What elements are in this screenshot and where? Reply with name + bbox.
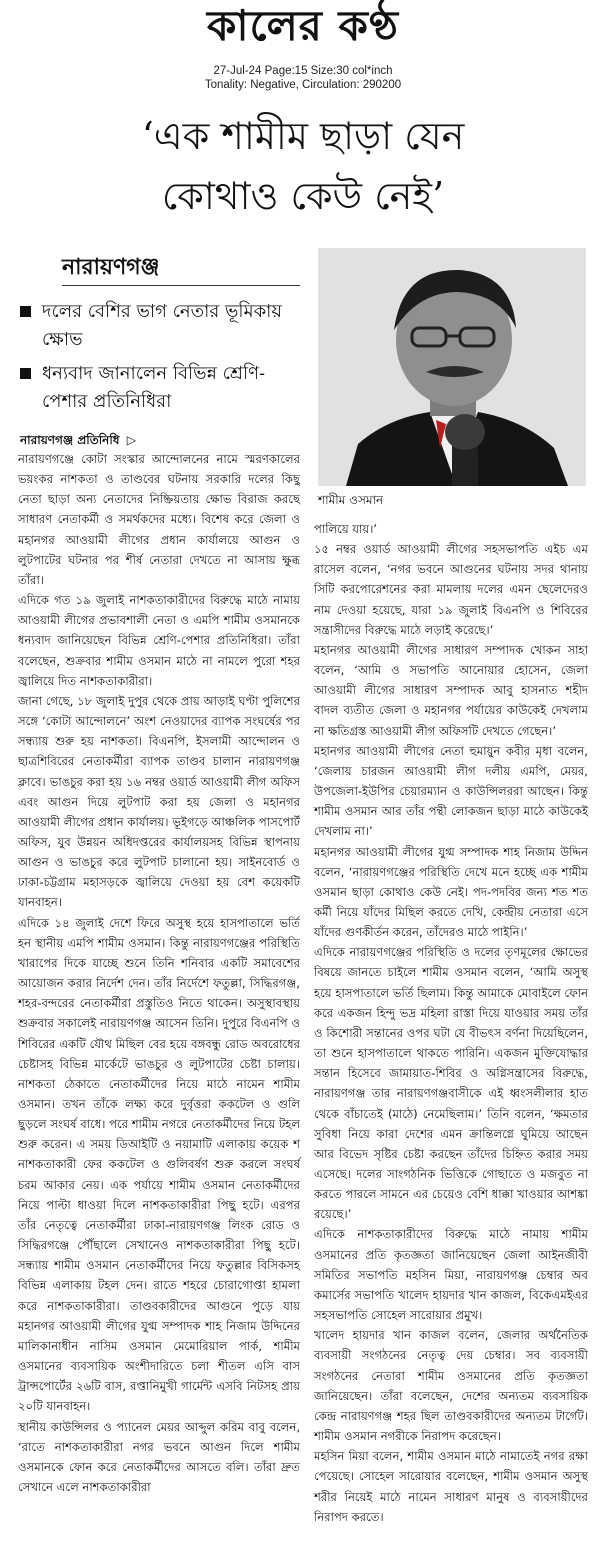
clipping-meta-line2: Tonality: Negative, Circulation: 290200	[204, 79, 402, 91]
body-paragraph: মহানগর আওয়ামী লীগের নেতা হুমায়ুন কবীর মৃধা বলেন, ‘জেলায় চারজন আওয়ামী লীগ দলীয় এমপি, মেয়র, উপজেলা-ইউপির চেয়ারম্যান ও কাউন্সিলররা আছেন। কিন্তু শামীম ওসমান আর তাঁর পন্থী লোকজন ছাড়া মাঠে কাউকেই দেখলাম না।’	[314, 743, 588, 839]
article-headline	[40, 106, 566, 226]
summary-bullet	[20, 298, 310, 354]
body-paragraph: এদিকে ১৪ জুলাই দেশে ফিরে অসুস্থ হয়ে হাসপাতালে ভর্তি হন স্থানীয় এমপি শামীম ওসমান। কিন্তু নারায়ণগঞ্জের পরিস্থিতি খারাপের দিকে যাচ্ছে শুনে তিনি শনিবার একটি সমাবেশের আয়োজন করার নির্দেশ দেন। তাঁর নির্দেশে ফতুল্লা, সিদ্ধিরগঞ্জ, শহর-বন্দরের নেতাকর্মীরা প্রস্তুতিও নিতে থাকেন। অসুস্থাবস্থায় শুক্রবার সকালেই নারায়ণগঞ্জ আসেন তিনি। দুপুরে বিএনপি ও শিবিরের একটি যৌথ মিছিল বের হয়ে বঙ্গবন্ধু রোড অবরোধের চেষ্টাসহ বিভিন্ন মার্কেটে ভাঙচুর ও লুটপাটের চেষ্টা চালায়। নাশকতা ঠেকাতে নেতাকর্মীদের নিয়ে মাঠে নামেন শামীম ওসমান। তখন তাঁকে লক্ষ্য করে দুর্বৃত্তরা ককটেল ও গুলি ছুড়লে সংঘর্ষ বাধে। পরে শামীম নগরে নেতাকর্মীদের নিয়ে টহল শুরু করেন। এ সময় ডিআইটি ও নয়ামাটি এলাকায় কয়েক শ নাশকতাকারী ফের ককটেল ও গুলিবর্ষণ শুরু করলে সংঘর্ষ চরম আকার নেয়। এক পর্যায়ে শামীম ওসমান নেতাকর্মীদের নিয়ে পাল্টা ধাওয়া দিলে নাশকতাকারীরা পিছু হটে। এরপর তাঁর নেতৃত্বে নেতাকর্মীরা ঢাকা-নারায়ণগঞ্জ লিংক রোড ও সিদ্ধিরগঞ্জে পৌঁছালে সেখানেও নাশকতাকারীরা পিছু হটে। সন্ধ্যায় শামীম ওসমান নেতাকর্মীদের নিয়ে ফতুল্লার বিসিকসহ বিভিন্ন এলাকায় টহল দেন। রাতে শহরে চোরাগোপ্তা হামলা করে নাশকতাকারীরা। তাণ্ডবকারীদের আগুনে পুড়ে যায় মহানগর আওয়ামী লীগের যুগ্ম সম্পাদক শাহ নিজাম উদ্দিনের মালিকানাধীন নাসিম ওসমান মেমোরিয়াল পার্ক, শামীম ওসমানের ব্যবসায়িক অংশীদারিতে চলা শীতল এসি বাস ট্রান্সপোর্টের ২৬টি বাস, রপ্তানিমুখী গার্মেন্ট এসবি নিটসহ প্রায় ২০টি যানবাহন।	[18, 915, 300, 1414]
byline	[20, 432, 136, 448]
newspaper-masthead: কালের কণ্ঠ	[207, 1, 399, 50]
body-paragraph: এদিকে নাশকতাকারীদের বিরুদ্ধে মাঠে নামায় শামীম ওসমানের প্রতি কৃতজ্ঞতা জানিয়েছেন জেলা আইনজীবী সমিতির সভাপতি মহসিন মিয়া, নারায়ণগঞ্জ চেম্বার অব কমার্সের সভাপতি খালেদ হায়দার খান কাজল, বিকেএমইএর সহসভাপতি সোহেল সারোয়ার প্রমুখ।	[314, 1227, 588, 1323]
portrait-illustration	[318, 248, 586, 486]
article-body-left	[18, 449, 300, 1497]
body-paragraph: ১৫ নম্বর ওয়ার্ড আওয়ামী লীগের সহসভাপতি এইচ এম রাসেল বলেন, ‘নগর ভবনে আগুনের ঘটনায় সদর থানায় সিটি করপোরেশনের করা মামলায় দলের এমন ছেলেদেরও নাম দেওয়া হয়েছে, যারা ১৯ জুলাই বিএনপি ও শিবিরের সন্ত্রাসীদের বিরুদ্ধে মাঠে লড়াই করেছে।’	[314, 542, 588, 637]
triangle-arrow-icon: ▷	[126, 433, 136, 447]
headline-line2: কোথাও কেউ নেই’	[161, 174, 445, 218]
location-label: নারায়ণগঞ্জ	[62, 254, 160, 280]
clipping-meta-line1: 27-Jul-24 Page:15 Size:30 col*inch	[213, 65, 393, 77]
summary-bullets	[20, 298, 310, 422]
body-paragraph: খালেদ হায়দার খান কাজল বলেন, জেলার অর্থনৈতিক ব্যবসায়ী সংগঠনের নেতৃত্ব দেয় চেম্বার। সব ব্যবসায়ী সংগঠনের নেতারা শামীম ওসমানের প্রতি কৃতজ্ঞতা জানিয়েছেন। তাঁরা বলেছেন, দেশের অন্যতম ব্যবসায়িক কেন্দ্র নারায়ণগঞ্জ শহর ছিল তাণ্ডবকারীদের অন্যতম টার্গেট। শামীম ওসমান নগরীকে নিরাপদ করেছেন।	[314, 1328, 588, 1444]
summary-bullet-text: দলের বেশির ভাগ নেতার ভূমিকায় ক্ষোভ	[42, 301, 282, 350]
article-body-right	[314, 519, 588, 1527]
portrait-photo	[318, 248, 586, 486]
body-paragraph: মহসিন মিয়া বলেন, শামীম ওসমান মাঠে নামাতেই নগর রক্ষা পেয়েছে। সোহেল সারোয়ার বলেছেন, শামীম ওসমান অসুস্থ শরীর নিয়েই মাঠে নামেন সাধারণ মানুষ ও ব্যবসায়ীদের নিরাপদ করতে।	[314, 1449, 588, 1524]
body-paragraph: এদিকে নারায়ণগঞ্জের পরিস্থিতি ও দলের তৃণমূলের ক্ষোভের বিষয়ে জানতে চাইলে শামীম ওসমান বলেন, ‘আমি অসুস্থ হয়ে হাসপাতালে ভর্তি ছিলাম। কিন্তু আমাকে মোবাইলে ফোন করে একজন হিন্দু ভদ্র মহিলা রাস্তা দিয়ে যাওয়ার সময় তাঁর ও কিশোরী সন্তানের ওপর ঘটা যে বীভৎস বর্ণনা দিয়েছিলেন, তা শুনে হাসপাতালে থাকতে পারিনি। একজন মুক্তিযোদ্ধার সন্তান হিসেবে জামায়াত-শিবির ও অগ্নিসন্ত্রাসের বিরুদ্ধে, নারায়ণগঞ্জ তার নারায়ণগঞ্জবাসীকে এই ধ্বংসলীলার হাত থেকে বাঁচাতেই (মাঠে) নেমেছিলাম।’ তিনি বলেন, ‘ক্ষমতার সুবিধা নিয়ে কারা দেশের এমন ক্রান্তিলগ্নে ঘুমিয়ে আছেন আর বিভেদ সৃষ্টির চেষ্টা করছেন তাঁদের চিহ্নিত করার সময় এসেছে। দলের সাংগঠনিক ভিত্তিকে গোছাতে ও মজবুত না করতে পারলে সামনে এর চেয়েও বেশি ধাক্কা খাওয়ার আশঙ্কা রয়েছে।’	[314, 945, 588, 1222]
location-divider	[62, 285, 300, 286]
body-paragraph: স্থানীয় কাউন্সিলর ও প্যানেল মেয়র আব্দুল করিম বাবু বলেন, ‘রাতে নাশকতাকারীরা নগর ভবনে আগুন দিলে শামীম ওসমানকে ফোন করে নেতাকর্মীদের আসতে বলি। তাঁরা দ্রুত সেখানে এলে নাশকতাকারীরা	[18, 1419, 300, 1494]
summary-bullet	[20, 360, 310, 416]
body-paragraph: এদিকে গত ১৯ জুলাই নাশকতাকারীদের বিরুদ্ধে মাঠে নামায় আওয়ামী লীগের প্রভাবশালী নেতা ও এমপি শামীম ওসমানকে ধন্যবাদ জানিয়েছেন বিভিন্ন শ্রেণি-পেশার প্রতিনিধিরা। তাঁরা বলেছেন, শুক্রবার শামীম ওসমান মাঠে না নামলে পুরো শহর জ্বালিয়ে দিত নাশকতাকারীরা।	[18, 593, 300, 688]
square-bullet-icon	[20, 368, 31, 379]
body-paragraph: মহানগর আওয়ামী লীগের যুগ্ম সম্পাদক শাহ নিজাম উদ্দিন বলেন, ‘নারায়ণগঞ্জের পরিস্থিতি দেখে মনে হচ্ছে এক শামীম ওসমান ছাড়া কোথাও কেউ নেই। পদ-পদবির জন্য শত শত কর্মী নিয়ে যাঁদের মিছিল করতে দেখি, কেন্দ্রীয় নেতারা এসে যাঁদের গুণকীর্তন করেন, তাঁদেরও মাঠে পাইনি।’	[314, 844, 588, 940]
byline-text: নারায়ণগঞ্জ প্রতিনিধি	[20, 433, 120, 447]
body-paragraph: পালিয়ে যায়।’	[314, 522, 378, 536]
headline-line1: ‘এক শামীম ছাড়া যেন	[141, 114, 465, 158]
summary-bullet-text: ধন্যবাদ জানালেন বিভিন্ন শ্রেণি-পেশার প্রতিনিধিরা	[42, 363, 266, 412]
body-paragraph: মহানগর আওয়ামী লীগের সাধারণ সম্পাদক খোকন সাহা বলেন, ‘আমি ও সভাপতি আনোয়ার হোসেন, জেলা আওয়ামী লীগের সাধারণ সম্পাদক আবু হাসনাত শহীদ বাদল ব্যতীত জেলা ও মহানগর পর্যায়ের কাউকেই দেখলাম না ক্ষতিগ্রস্ত আওয়ামী লীগ অফিসটি দেখতে গেছেন।’	[314, 642, 588, 738]
body-paragraph: নারায়ণগঞ্জে কোটা সংস্কার আন্দোলনের নামে স্মরণকালের ভয়ংকর নাশকতা ও তাণ্ডবের ঘটনায় সরকারি দলের কিছু নেতা ছাড়া অন্য নেতাদের নিষ্ক্রিয়তায় ক্ষোভ বিরাজ করছে সাধারণ নেতাকর্মী ও সমর্থকদের মধ্যে। বিশেষ করে জেলা ও মহানগর আওয়ামী লীগের প্রধান কার্যালয়ে আগুন ও লুটপাটের ঘটনার পর শীর্ষ নেতারা দেখতে না আসায় ক্ষুব্ধ তাঁরা।	[18, 452, 300, 587]
square-bullet-icon	[20, 306, 31, 317]
body-paragraph: জানা গেছে, ১৮ জুলাই দুপুর থেকে প্রায় আড়াই ঘণ্টা পুলিশের সঙ্গে ‘কোটা আন্দোলনে’ অংশ নেওয়াদের ব্যাপক সংঘর্ষের পর সন্ধ্যায় শুরু হয় নাশকতা। বিএনপি, ইসলামী আন্দোলন ও ছাত্রশিবিরের নেতাকর্মীরা ব্যাপক তাণ্ডব চালান নারায়ণগঞ্জ ক্লাবে। ভাঙচুর করা হয় ১৬ নম্বর ওয়ার্ড আওয়ামী লীগ অফিস এবং আগুন দিয়ে লুটপাট করা হয় জেলা ও মহানগর আওয়ামী লীগের প্রধান কার্যালয়। ভূইগড়ে আঞ্চলিক পাসপোর্ট অফিস, যুব উন্নয়ন অধিদপ্তরের কার্যালয়সহ বিভিন্ন স্থাপনায় আগুন ও ভাঙচুর করে লুটপাট চালানো হয়। সাইনবোর্ড ও ঢাকা-চট্টগ্রাম মহাসড়কে জ্বালিয়ে দেওয়া হয় বেশ কয়েকটি যানবাহন।	[18, 693, 300, 910]
photo-caption: শামীম ওসমান	[318, 493, 384, 507]
clipping-meta	[0, 64, 606, 92]
